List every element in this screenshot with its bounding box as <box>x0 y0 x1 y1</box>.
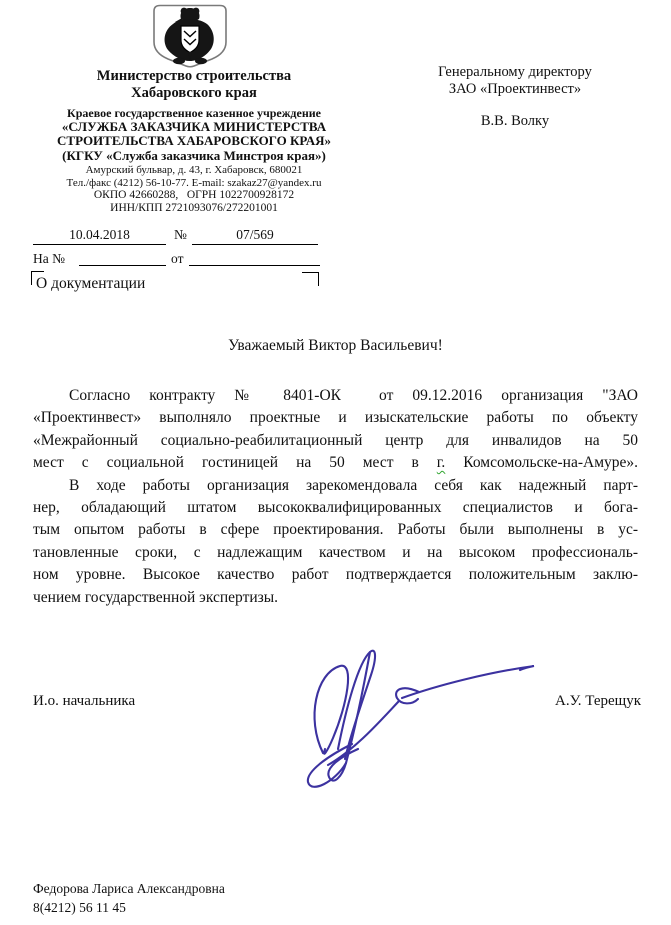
body-line: тым опытом работы в сфере проектирования. Работы были выполнены в ус- <box>33 521 638 539</box>
body-line: «Межрайонный социально-реабилитационный центр для инвалидов на 50 <box>33 431 638 449</box>
salutation: Уважаемый Виктор Васильевич! <box>228 337 443 354</box>
org-name-line2: СТРОИТЕЛЬСТВА ХАБАРОВСКОГО КРАЯ» <box>57 133 331 148</box>
reply-date-blank <box>189 251 320 266</box>
spellcheck-marked-word: г. <box>436 454 446 472</box>
addressee-block <box>404 64 626 130</box>
body-line-segment: мест с социальной гостиницей на 50 мест в <box>33 454 419 472</box>
letter-body <box>33 385 638 609</box>
body-line: «Проектинвест» выполняло проектные и изыскательские работы по объекту <box>33 409 638 427</box>
coat-of-arms-icon <box>152 4 228 68</box>
body-line: тановленные сроки, с надлежащим качеством и на высоком профессиональ- <box>33 543 638 561</box>
subject-line: О документации <box>36 275 146 292</box>
org-name-line1: «СЛУЖБА ЗАКАЗЧИКА МИНИСТЕРСТВА <box>61 119 327 134</box>
body-line: чением государственной экспертизы. <box>33 588 279 606</box>
frame-corner-right <box>302 272 319 286</box>
body-line: Согласно контракту № 8401-ОК от 09.12.2016 организация "ЗАО <box>69 387 638 404</box>
signer-position: И.о. начальника <box>33 693 136 709</box>
ministry-name-line2: Хабаровского края <box>131 85 257 101</box>
body-line: В ходе работы организация зарекомендовала себя как надежный парт- <box>69 476 638 494</box>
reply-number-blank <box>79 251 166 266</box>
org-contacts: Тел./факс (4212) 56-10-77. E-mail: szakaz27@yandex.ru <box>66 176 322 189</box>
executor-block <box>33 879 225 917</box>
reply-prefix: На № <box>33 251 65 266</box>
org-inn-kpp: ИНН/КПП 2721093076/272201001 <box>110 201 278 214</box>
body-line: ном уровне. Высокое качество работ подтверждается положительным заклю- <box>33 566 638 584</box>
executor-name: Федорова Лариса Александровна <box>33 881 225 896</box>
body-line <box>33 452 638 474</box>
reply-row <box>0 251 360 267</box>
addressee-name: В.В. Волку <box>480 113 550 129</box>
ministry-name-line1: Министерство строительства <box>96 68 292 84</box>
number-sign: № <box>174 227 187 242</box>
signer-name: А.У. Терещук <box>554 693 641 709</box>
reply-from-label: от <box>171 251 184 266</box>
org-okpo-ogrn: ОКПО 42660288, ОГРН 1022700928172 <box>93 189 295 201</box>
addressee-company: ЗАО «Проектинвест» <box>448 81 582 97</box>
org-type-line: Краевое государственное казенное учреждение <box>67 106 321 120</box>
letter-date: 10.04.2018 <box>33 227 166 245</box>
executor-phone: 8(4212) 56 11 45 <box>33 900 126 915</box>
date-number-row <box>0 227 360 245</box>
body-line-segment: Комсомольске-на-Амуре». <box>463 454 639 472</box>
org-address: Амурский бульвар, д. 43, г. Хабаровск, 680021 <box>85 164 303 176</box>
letter-number: 07/569 <box>192 227 318 245</box>
body-line: нер, обладающий штатом высококвалифицированных специалистов и бога- <box>33 498 638 516</box>
letterhead-block <box>28 68 360 214</box>
handwritten-signature <box>298 645 538 795</box>
addressee-position: Генеральному директору <box>438 64 592 80</box>
org-short-name: (КГКУ «Служба заказчика Минстроя края») <box>62 148 326 163</box>
